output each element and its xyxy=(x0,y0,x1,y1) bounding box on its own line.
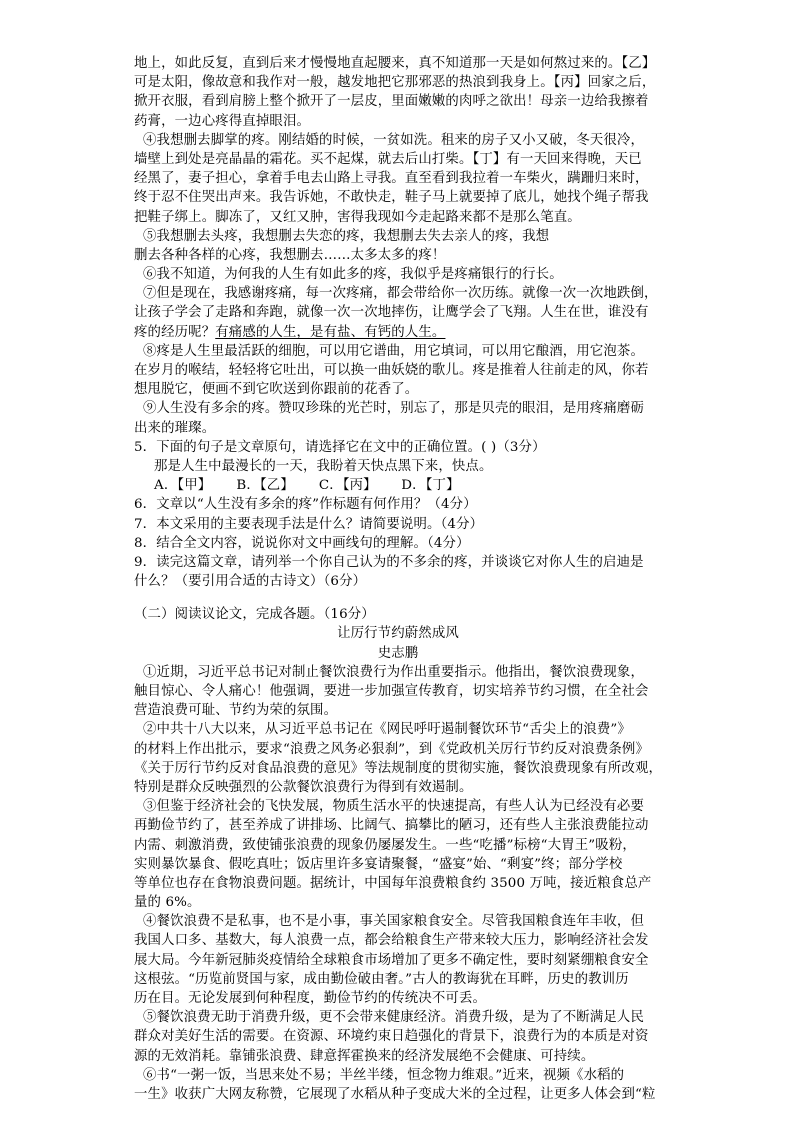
paragraph-line: ③但鉴于经济社会的飞快发展，物质生活水平的快速提高，有些人认为已经没有必要 xyxy=(143,799,645,815)
paragraph-line: ⑥我不知道，为何我的人生有如此多的疼，我似乎是疼痛银行的行长。 xyxy=(143,267,563,283)
paragraph-line: 源的无效消耗。靠铺张浪费、肆意挥霍换来的经济发展绝不会健康、可持续。 xyxy=(134,1048,595,1064)
paragraph-line xyxy=(134,323,662,342)
underlined-sentence: 有痛感的人生，是有盐、有钙的人生。 xyxy=(215,324,446,340)
paragraph-line: 墙壁上到处是亮晶晶的霜花。买不起煤，就去后山打柴。【丁】有一天回来得晚，天已 xyxy=(134,151,642,167)
paragraph-line: ④餐饮浪费不是私事，也不是小事，事关国家粮食安全。尽管我国粮食连年丰收，但 xyxy=(143,914,645,930)
question-9: 9．读完这篇文章，请列举一个你自己认为的不多余的疼，并谈谈它对你人生的启迪是 xyxy=(134,554,644,570)
question-8: 8．结合全文内容，说说你对文中画线句的理解。（4分） xyxy=(134,535,470,551)
question-6: 6．文章以“人生没有多余的疼”作标题有何作用？（4分） xyxy=(134,497,477,513)
paragraph-line: 让孩子学会了走路和奔跑，就像一次一次地摔伤，让鹰学会了飞翔。人生在世，谁没有 xyxy=(134,305,649,321)
question-5-options xyxy=(134,476,662,495)
paragraph-line: 等单位也存在食物浪费问题。据统计，中国每年浪费粮食约 3500 万吨，接近粮食总产 xyxy=(134,875,652,891)
paragraph-line: 删去各种各样的心疼，我想删去……太多太多的疼！ xyxy=(134,247,446,263)
paragraph-line: 可是太阳，像故意和我作对一般，越发地把它那邪恶的热浪到我身上。【丙】回家之后， xyxy=(134,75,656,91)
paragraph-line: ⑥书“一粥一饭，当思来处不易；半丝半缕，恒念物力维艰。”近来，视频《水稻的 xyxy=(143,1067,625,1083)
paragraph-line: 在岁月的喉结，轻轻将它吐出，可以换一曲妖娆的歌儿。疼是推着人往前走的风，你若 xyxy=(134,363,649,378)
paragraph-line: 终于忍不住哭出声来。我告诉她，不敢快走，鞋子马上就要掉了底儿，她找个绳子帮我 xyxy=(134,190,649,206)
option-c: C．【丙】 xyxy=(318,478,377,494)
paragraph-line: 我国人口多、基数大，每人浪费一点，都会给粮食生产带来较大压力，影响经济社会发 xyxy=(134,933,649,949)
article-title: 让厉行节约蔚然成风 xyxy=(337,626,459,642)
document-page xyxy=(134,54,662,1104)
paragraph-line: ⑤餐饮浪费无助于消费升级，更不会带来健康经济。消费升级，是为了不断满足人民 xyxy=(143,1010,645,1026)
paragraph-line: ⑤我想删去头疼，我想删去失恋的疼，我想删去失去亲人的疼，我想 xyxy=(143,228,550,244)
paragraph-line: 地上，如此反复，直到后来才慢慢地直起腰来，真不知道那一天是如何熬过来的。【乙】 xyxy=(134,56,656,71)
paragraph-line: 这根弦。“历览前贤国与家，成由勤俭破由奢。”古人的教诲犹在耳畔，历史的教训历 xyxy=(134,971,629,987)
paragraph-line: 药膏，一边心疼得直掉眼泪。 xyxy=(134,113,311,129)
paragraph-line: ①近期，习近平总书记对制止餐饮浪费行为作出重要指示。他指出，餐饮浪费现象， xyxy=(143,664,645,680)
question-5-sentence: 那是人生中最漫长的一天，我盼着天快点黑下来，快点。 xyxy=(154,458,493,474)
section-heading: （二）阅读议论文，完成各题。（16分） xyxy=(134,607,375,623)
paragraph-line: 特别是群众反映强烈的公款餐饮浪费行为得到有效遏制。 xyxy=(134,779,473,795)
paragraph-line: 实则暴饮暴食、假吃真吐；饭店里许多宴请聚餐，“盛宴”始、“剩宴”终；部分学校 xyxy=(134,856,623,872)
paragraph-line: 想甩脱它，便画不到它吹送到你跟前的花香了。 xyxy=(134,382,419,398)
paragraph-line: 内需、刺激消费，致使铺张浪费的现象仍屡屡发生。一些“吃播”标榜“大胃王”吸粉， xyxy=(134,837,636,853)
paragraph-line: 经黑了，妻子担心，拿着手电去山路上寻我。直至看到我拉着一车柴火，蹒跚归来时， xyxy=(134,171,649,187)
option-b: B．【乙】 xyxy=(236,478,294,494)
paragraph-line: 掀开衣服，看到肩膀上整个掀开了一层皮，里面嫩嫩的肉呼之欲出！母亲一边给我擦着 xyxy=(134,94,649,110)
paragraph-line: 出来的璀璨。 xyxy=(134,420,216,436)
paragraph-line: ⑧疼是人生里最活跃的细胞，可以用它谱曲，用它填词，可以用它酿酒，用它泡茶。 xyxy=(143,343,645,359)
paragraph-line: 量的 6%。 xyxy=(134,895,201,911)
paragraph-line: 再勤俭节约了，甚至养成了讲排场、比阔气、搞攀比的陋习，还有些人主张浪费能拉动 xyxy=(134,818,649,834)
paragraph-line: 《关于厉行节约反对食品浪费的意见》等法规制度的贯彻实施，餐饮浪费现象有所改观， xyxy=(134,760,663,776)
paragraph-line: 把鞋子绑上。脚冻了，又红又肿，害得我现如今走起路来都不是那么笔直。 xyxy=(134,209,581,225)
option-d: D．【丁】 xyxy=(401,478,460,494)
paragraph-line: ④我想删去脚掌的疼。刚结婚的时候，一贫如洗。租来的房子又小又破，冬天很冷， xyxy=(143,132,645,148)
line-text: 疼的经历呢？ xyxy=(134,324,216,340)
option-a: A．【甲】 xyxy=(154,478,212,494)
paragraph-line: 展大局。今年新冠肺炎疫情给全球粮食市场增加了更多不确定性，要时刻紧绷粮食安全 xyxy=(134,952,649,968)
article-author: 史志鹏 xyxy=(377,645,419,661)
paragraph-line: 触目惊心、令人痛心！他强调，要进一步加强宣传教育，切实培养节约习惯，在全社会 xyxy=(134,684,649,699)
question-5: 5．下面的句子是文章原句，请选择它在文中的正确位置。( )（3分） xyxy=(134,439,546,455)
paragraph-line: 营造浪费可耻、节约为荣的氛围。 xyxy=(134,703,338,719)
question-9-continued: 什么？（要引用合适的古诗文）（6分） xyxy=(134,574,367,590)
paragraph-line: 一生》收获广大网友称赞，它展现了水稻从种子变成大米的全过程，让更多人体会到“粒 xyxy=(134,1086,656,1102)
paragraph-line: 的材料上作出批示，要求“浪费之风务必狠刹”，到《党政机关厉行节约反对浪费条例》 xyxy=(134,741,649,757)
question-7: 7．本文采用的主要表现手法是什么？请简要说明。（4分） xyxy=(134,516,484,532)
paragraph-line: 历在目。无论发展到何种程度，勤俭节约的传统决不可丢。 xyxy=(134,991,487,1006)
paragraph-line: 群众对美好生活的需要。在资源、环境约束日趋强化的背景下，浪费行为的本质是对资 xyxy=(134,1029,649,1045)
paragraph-line: ⑦但是现在，我感谢疼痛，每一次疼痛，都会带给你一次历练。就像一次一次地跌倒， xyxy=(143,286,658,302)
paragraph-line: ②中共十八大以来，从习近平总书记在《网民呼吁遏制餐饮环节“舌尖上的浪费”》 xyxy=(143,722,631,738)
paragraph-line: ⑨人生没有多余的疼。赞叹珍珠的光芒时，别忘了，那是贝壳的眼泪，是用疼痛磨砺 xyxy=(143,401,645,417)
spacer xyxy=(134,591,662,605)
